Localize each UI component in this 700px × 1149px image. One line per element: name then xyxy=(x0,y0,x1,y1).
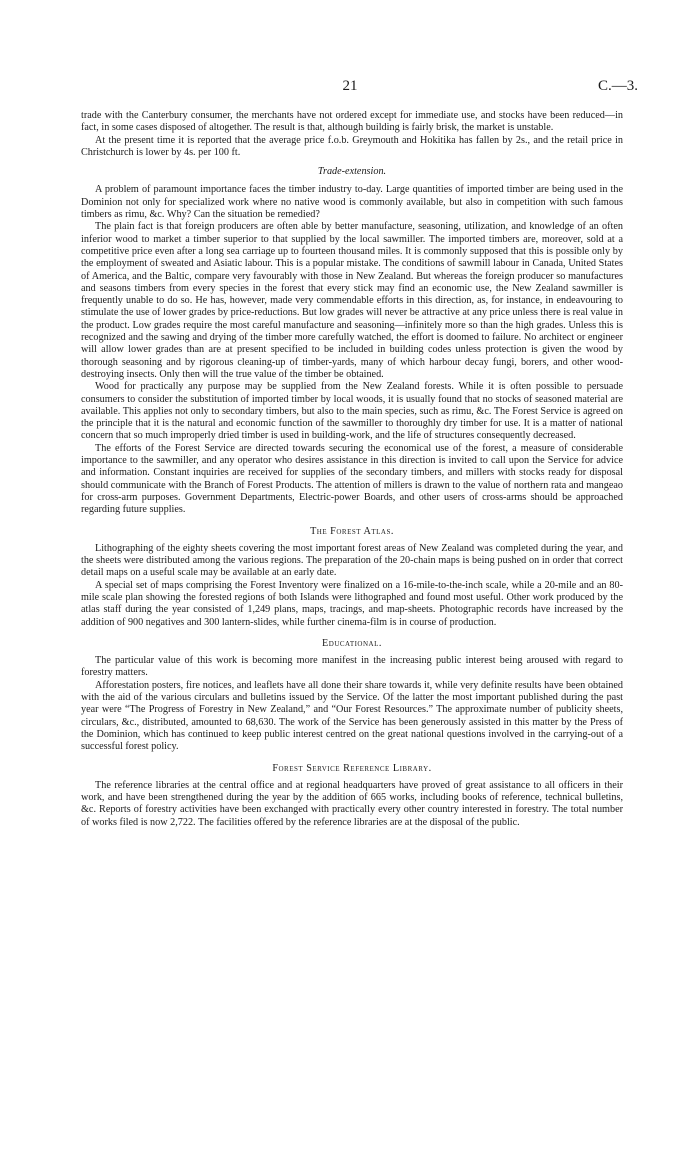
body-paragraph: Afforestation posters, fire notices, and leaflets have all done their share towards it, while very definite results have been obtained with the aid of the various circulars and bulletins issued by the Service. Of the latter the most important published during the past year were “The Progress of Forestry in New Zealand,” and “Our Forest Resources.” The approximate number of publicity sheets, circulars, &c., distributed, amounted to 68,630. The work of the Service has been generously assisted in this matter by the Press of the Dominion, which has continued to keep public interest centred on the great national questions involved in the carrying-out of a successful forest policy. xyxy=(81,679,623,753)
document-body xyxy=(81,110,623,829)
section-heading-forest-atlas: The Forest Atlas. xyxy=(310,525,394,537)
document-reference: C.—3. xyxy=(597,78,638,94)
body-paragraph: A problem of paramount importance faces the timber industry to-day. Large quantities of imported timber are being used in the Dominion not only for specialized work where no native wood is commonly available, but also in competition with such famous timbers as rimu, &c. Why? Can the situation be remedied? xyxy=(81,184,623,221)
body-paragraph: Wood for practically any purpose may be supplied from the New Zealand forests. While it is often possible to persuade consumers to consider the substitution of imported timber by local woods, it is usually found that no stocks of seasoned material are available. This applies not only to secondary timbers, but also to the main species, such as rimu, &c. The Forest Service is agreed on the principle that it is the natural and economic function of the sawmiller to thoroughly dry timber for use. It is a matter of national concern that so much improperly dried timber is used in building-work, and the life of structures consequently decreased. xyxy=(81,381,623,442)
body-paragraph: The reference libraries at the central office and at regional headquarters have proved of great assistance to all officers in their work, and have been strengthened during the year by the addition of 665 works, including books of reference, technical bulletins, &c. Reports of forestry activities have been exchanged with practically every other country interested in forestry. The total number of works filed is now 2,722. The facilities offered by the reference libraries are at the disposal of the public. xyxy=(81,779,623,828)
page-number: 21 xyxy=(342,78,358,94)
section-heading-trade-extension: Trade-extension. xyxy=(317,166,387,178)
body-paragraph: The particular value of this work is becoming more manifest in the increasing public interest being aroused with regard to forestry matters. xyxy=(81,655,623,679)
section-heading-educational: Educational. xyxy=(322,637,382,649)
body-paragraph: The efforts of the Forest Service are directed towards securing the economical use of the forest, a measure of considerable importance to the sawmiller, and any operator who desires assistance in this direction is invited to call upon the Service for advice and information. Constant inquiries are received for supplies of the secondary timbers, and millers with stocks ready for disposal should communicate with the Branch of Forest Products. The attention of millers is drawn to the value of northern rata and mangeao for cross-arm purposes. Government Departments, Electric-power Boards, and other users of cross-arms should be approached regarding future supplies. xyxy=(81,442,623,516)
section-heading-reference-library: Forest Service Reference Library. xyxy=(272,762,432,774)
intro-paragraph: trade with the Canterbury consumer, the merchants have not ordered except for immediate use, and stocks have been reduced—in fact, in some cases disposed of altogether. The result is that, although building is fairly brisk, the market is unstable. xyxy=(81,110,623,134)
body-paragraph: Lithographing of the eighty sheets covering the most important forest areas of New Zealand was completed during the year, and the sheets were distributed among the various regions. The preparation of the 20-chain maps is being pushed on in order that correct detail maps on a useful scale may be available at an early date. xyxy=(81,542,623,579)
body-paragraph: The plain fact is that foreign producers are often able by better manufacture, seasoning, utilization, and knowledge of an often inferior wood to market a timber superior to that supplied by the local sawmiller. The imported timbers are, moreover, sold at a competitive price even after a long sea carriage up to fourteen thousand miles. It is commonly supposed that this is possible only by the employment of sweated and Asiatic labour. This is a popular mistake. The conditions of sawmill labour in Canada, United States of America, and the Baltic, compare very favourably with those in New Zealand. But whereas the foreign producer so manufactures and seasons timbers from every species in the forest that every stick may find an economic use, the New Zealand sawmiller is frequently unable to do so. He has, however, made very commendable efforts in this direction, as, for instance, in endeavouring to stimulate the use of lower grades by price-reductions. But low grades will never be attractive at any price unless there is real value in the product. Low grades require the most careful manufacture and seasoning—infinitely more so than the high grades. Unless this is recognized and the sawing and drying of the timber more carefully watched, the effort is doomed to failure. No architect or engineer will allow lower grades than are at present specified to be included in building codes unless protection is given the wood by thorough seasoning and by rigorous cleaning-up of timber-yards, many of which harbour decay fungi, borers, and other wood-destroying insects. Only then will the true value of the timber be obtained. xyxy=(81,221,624,380)
body-paragraph: A special set of maps comprising the Forest Inventory were finalized on a 16-mile-to-the-inch scale, while a 20-mile and an 80-mile scale plan showing the forested regions of both Islands were lithographed and found most useful. Other work produced by the atlas staff during the year consisted of 1,249 plans, maps, tracings, and map-sheets. Photographic records have increased by the addition of 900 negatives and 300 lantern-slides, while further cinema-film is in course of production. xyxy=(81,579,623,628)
intro-paragraph: At the present time it is reported that the average price f.o.b. Greymouth and Hokitika has fallen by 2s., and the retail price in Christchurch is lower by 4s. per 100 ft. xyxy=(81,134,623,158)
